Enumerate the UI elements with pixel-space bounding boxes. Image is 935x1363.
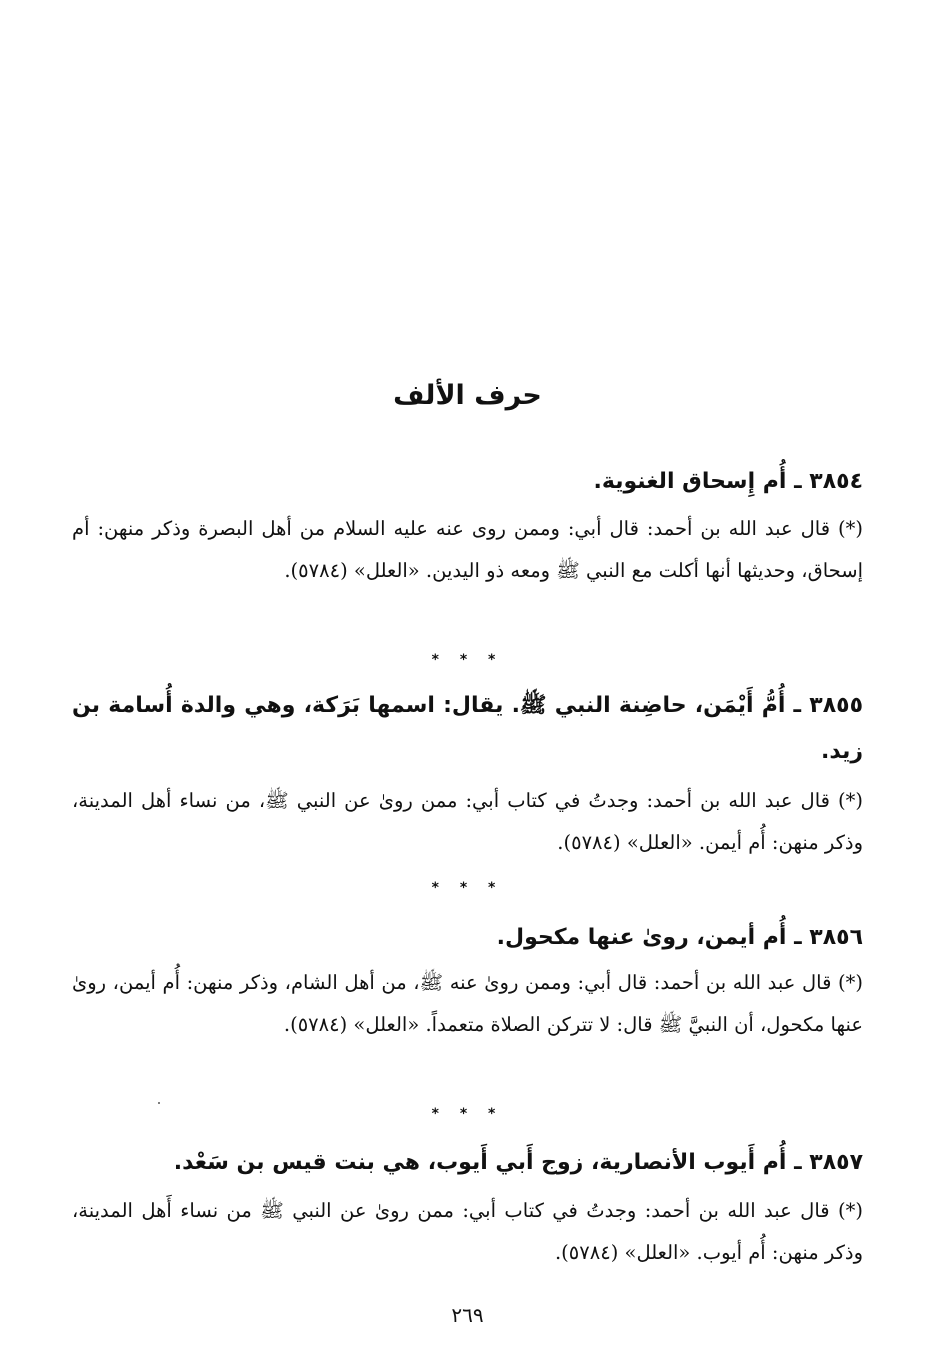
- entry-text-3857: (*) قال عبد الله بن أحمد: وجدتُ في كتاب أبي: ممن روىٰ عن النبي ﷺ من نساء أَهل المدينة، وذكر منهن: أُم أيوب. «العلل» (٥٧٨٤).: [72, 1199, 863, 1264]
- entry-text-3856: (*) قال عبد الله بن أحمد: قال أبي: وممن روىٰ عنه ﷺ، من أهل الشام، وذكر منهن: أُم أيمن، روىٰ عنها مكحول، أن النبيَّ ﷺ قال: لا تتركن الصلاة متعمداً. «العلل» (٥٧٨٤).: [72, 971, 863, 1036]
- chapter-title: حرف الألف: [393, 380, 542, 411]
- entry-text-3855: (*) قال عبد الله بن أحمد: وجدتُ في كتاب أبي: ممن روىٰ عن النبي ﷺ، من نساء أهل المدينة، وذكر منهن: أُم أيمن. «العلل» (٥٧٨٤).: [72, 789, 863, 854]
- entry-heading-3854: ٣٨٥٤ ـ أُم إِسحاق الغنوية.: [593, 469, 863, 494]
- entry-heading-3856: ٣٨٥٦ ـ أُم أيمن، روىٰ عنها مكحول.: [496, 925, 863, 950]
- entry-heading-3855: ٣٨٥٥ ـ أُمُّ أَيْمَن، حاضِنة النبي ﷺ. يقال: اسمها بَرَكة، وهي والدة أُسامة بن زيد.: [72, 693, 863, 764]
- separator-1: * * *: [431, 652, 504, 668]
- separator-3: * * *: [431, 1106, 504, 1122]
- entry-heading-3857: ٣٨٥٧ ـ أُم أَيوب الأنصارية، زوج أَبي أَيوب، هي بنت قيس بن سَعْد.: [173, 1150, 863, 1175]
- page-number: ٢٦٩: [451, 1303, 484, 1327]
- entry-text-3854: (*) قال عبد الله بن أحمد: قال أبي: وممن روى عنه عليه السلام من أهل البصرة وذكر منهن: أم إسحاق، وحديثها أنها أكلت مع النبي ﷺ ومعه ذو اليدين. «العلل» (٥٧٨٤).: [72, 517, 863, 582]
- separator-2: * * *: [431, 880, 504, 896]
- speck-mark: [158, 1102, 160, 1104]
